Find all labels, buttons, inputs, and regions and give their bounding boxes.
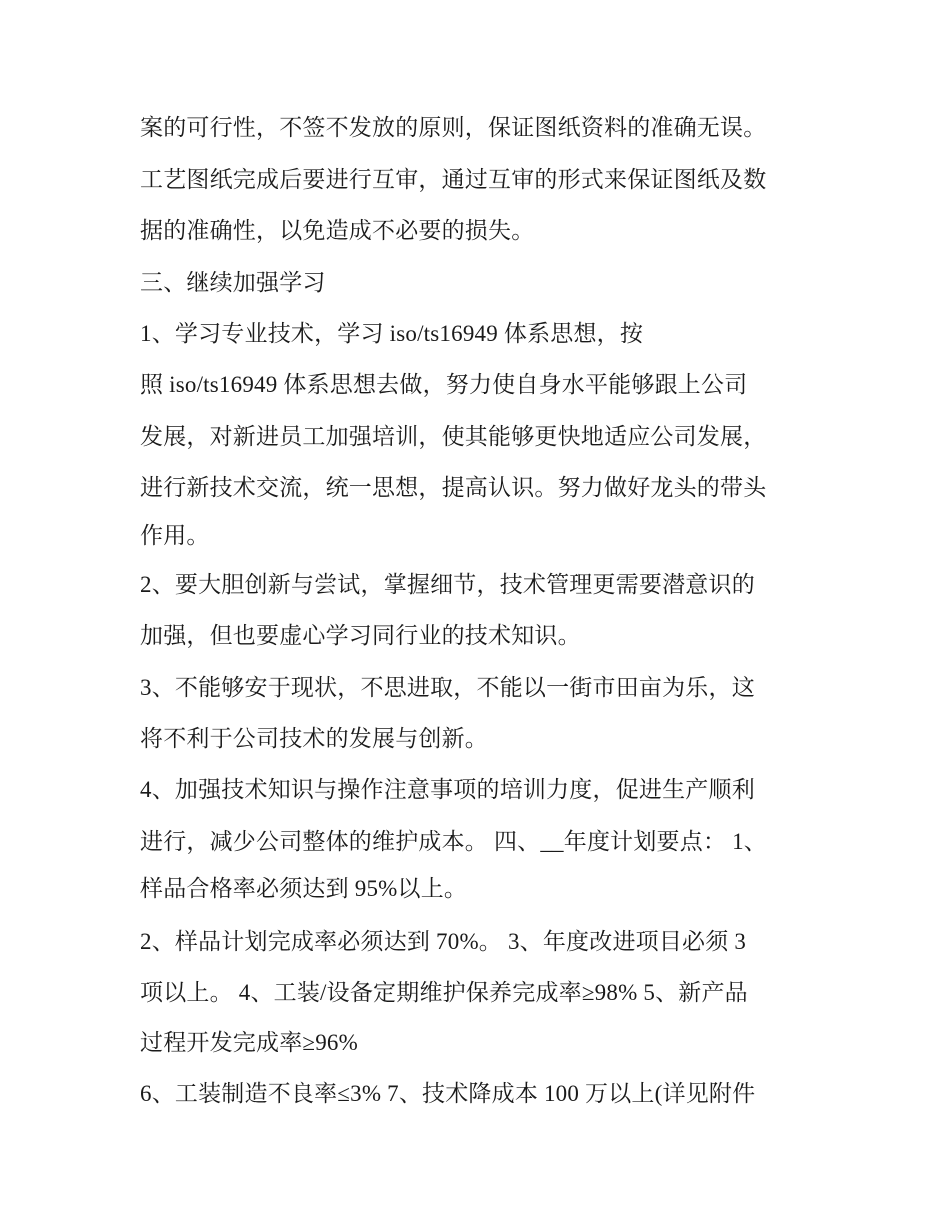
text-line: 1、学习专业技术，学习 iso/ts16949 体系思想，按	[140, 321, 644, 346]
text-line: 进行新技术交流，统一思想，提高认识。努力做好龙头的带头	[140, 475, 767, 500]
text-line: 过程开发完成率≥96%	[140, 1030, 358, 1055]
text-line: 进行，减少公司整体的维护成本。 四、__年度计划要点： 1、	[140, 829, 767, 854]
text-line: 工艺图纸完成后要进行互审，通过互审的形式来保证图纸及数	[140, 167, 767, 192]
text-line: 案的可行性，不签不发放的原则，保证图纸资料的准确无误。	[140, 115, 767, 140]
text-line: 加强，但也要虚心学习同行业的技术知识。	[140, 623, 581, 648]
text-line: 照 iso/ts16949 体系思想去做，努力使自身水平能够跟上公司	[140, 372, 748, 397]
text-line: 据的准确性，以免造成不必要的损失。	[140, 218, 535, 243]
text-line: 样品合格率必须达到 95%以上。	[140, 876, 468, 901]
text-line: 项以上。 4、工装/设备定期维护保养完成率≥98% 5、新产品	[140, 980, 748, 1005]
text-line: 将不利于公司技术的发展与创新。	[140, 726, 488, 751]
text-line: 6、工装制造不良率≤3% 7、技术降成本 100 万以上(详见附件	[140, 1081, 756, 1106]
text-line: 2、要大胆创新与尝试，掌握细节，技术管理更需要潜意识的	[140, 572, 755, 597]
text-line: 4、加强技术知识与操作注意事项的培训力度，促进生产顺利	[140, 777, 755, 802]
text-line: 3、不能够安于现状，不思进取，不能以一街市田亩为乐，这	[140, 675, 755, 700]
text-line: 作用。	[140, 523, 210, 548]
text-line: 2、样品计划完成率必须达到 70%。 3、年度改进项目必须 3	[140, 929, 747, 954]
text-line: 发展，对新进员工加强培训，使其能够更快地适应公司发展，	[140, 424, 767, 449]
section-heading: 三、继续加强学习	[140, 270, 326, 295]
